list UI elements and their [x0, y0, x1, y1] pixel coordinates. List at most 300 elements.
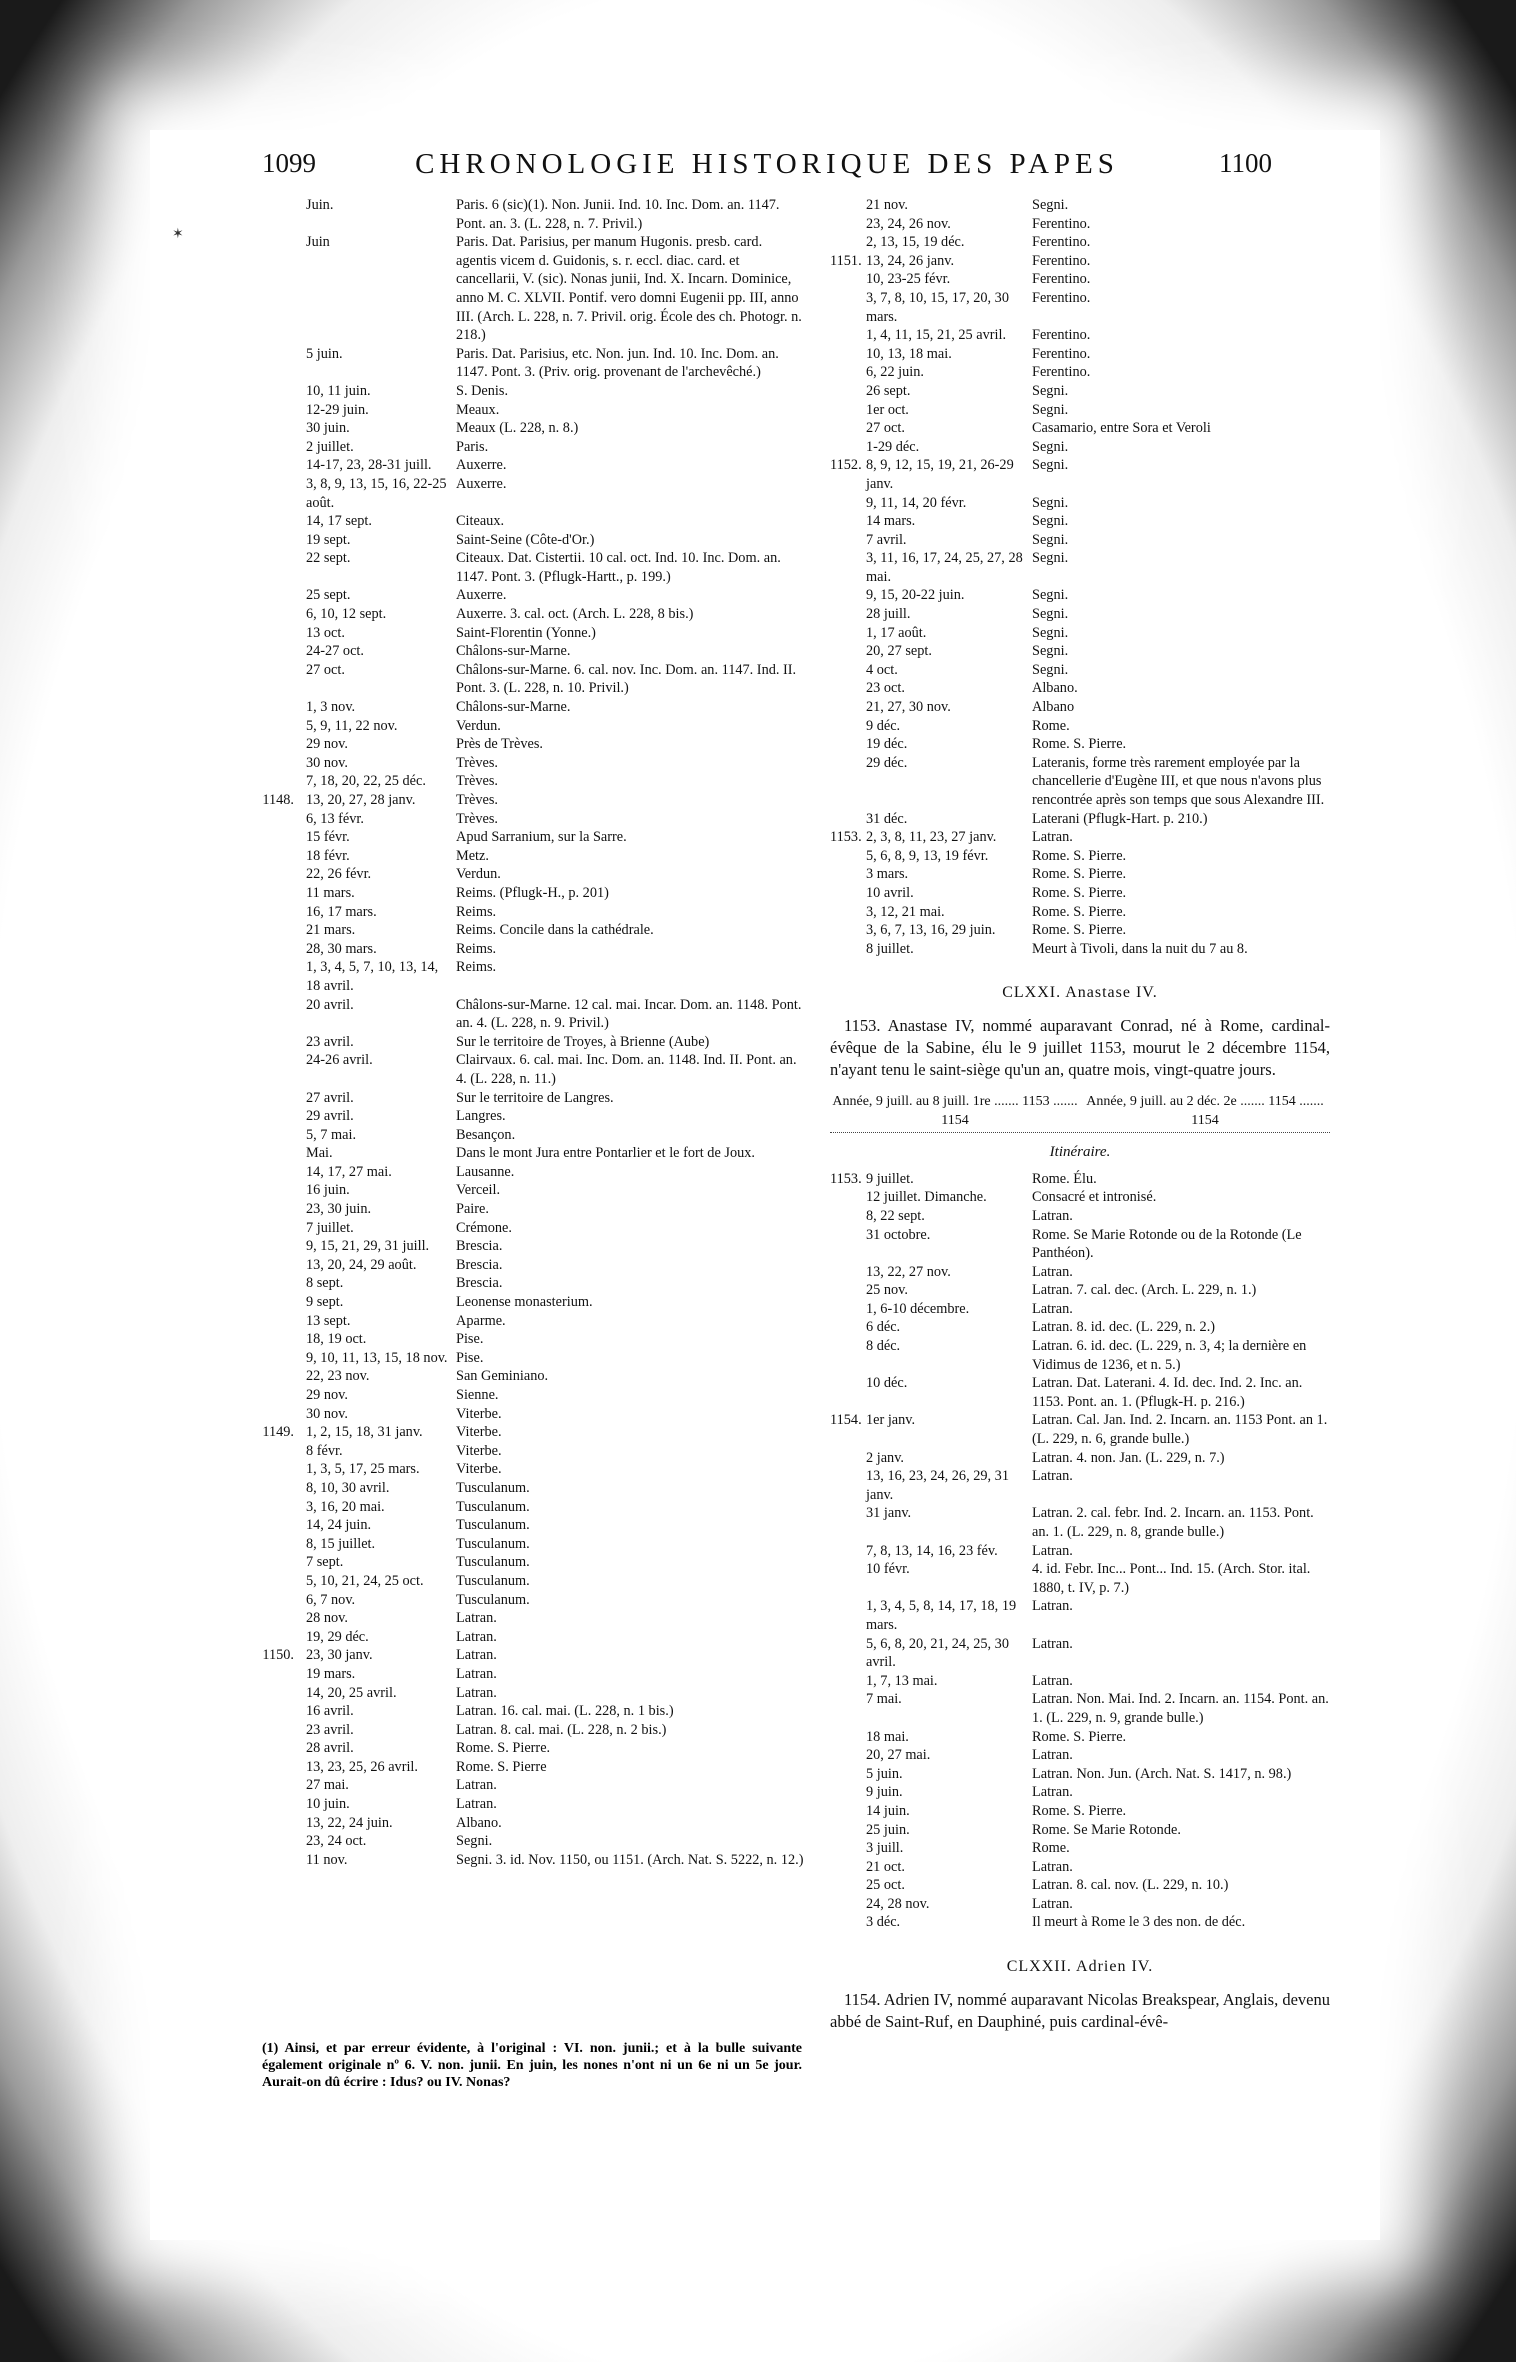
row-place: Meaux (L. 228, n. 8.): [456, 420, 579, 437]
row-place: Tusculanum.: [456, 1572, 530, 1589]
itinerary-row: [830, 549, 1330, 586]
row-date: 8, 15 juillet.: [306, 1535, 376, 1552]
row-date: 3 mars.: [866, 866, 909, 883]
row-date: 23, 30 juin.: [306, 1201, 372, 1218]
row-place: Châlons-sur-Marne.: [456, 699, 571, 716]
itinerary-row: [258, 1423, 806, 1442]
itinerary-row: [258, 996, 806, 1033]
itinerary-row: [830, 401, 1330, 420]
row-place: San Geminiano.: [456, 1368, 549, 1385]
row-date: 3, 7, 8, 10, 15, 17, 20, 30 mars.: [866, 289, 1009, 325]
row-year: 1150.: [262, 1647, 294, 1664]
row-year: [258, 828, 298, 847]
row-date: 24, 28 nov.: [866, 1895, 930, 1912]
row-date: 31 octobre.: [866, 1226, 931, 1243]
itinerary-row: [830, 717, 1330, 736]
row-date: 21 oct.: [866, 1858, 905, 1875]
itinerary-row: [258, 549, 806, 586]
itinerary-row: [830, 642, 1330, 661]
itinerary-row: [258, 196, 806, 233]
row-date: 16 avril.: [306, 1703, 354, 1720]
itinerary-row: [258, 1795, 806, 1814]
row-date: 14 juin.: [866, 1802, 910, 1819]
row-year: [830, 717, 862, 736]
row-place: Albano: [1032, 699, 1075, 716]
row-date: 8 juillet.: [866, 940, 914, 957]
row-year: 1153.: [830, 829, 862, 846]
row-year: 1148.: [262, 792, 294, 808]
row-place: 4. id. Febr. Inc... Pont... Ind. 15. (Arch. Stor. ital. 1880, t. IV, p. 7.): [1032, 1561, 1311, 1596]
itinerary-row: [830, 1263, 1330, 1282]
row-year: [258, 1721, 298, 1740]
row-date: 1-29 déc.: [866, 438, 920, 455]
row-year: [258, 1033, 298, 1052]
year-range-2: Année, 9 juill. au 2 déc. 2e ....... 1154 ....... 1154: [1086, 1093, 1324, 1128]
itinerary-row: [258, 345, 806, 382]
itinerary-row: [830, 1783, 1330, 1802]
row-year: [830, 1858, 862, 1877]
itinerary-row: [258, 1219, 806, 1238]
itinerary-row: [258, 1144, 806, 1163]
row-place: Ferentino.: [1032, 289, 1091, 306]
row-year: [830, 289, 862, 326]
row-date: 6, 10, 12 sept.: [306, 606, 387, 623]
itinerary-row: [830, 1374, 1330, 1411]
row-year: [258, 419, 298, 438]
itinerary-row: [258, 1832, 806, 1851]
itinerary-row: [258, 642, 806, 661]
row-place: Tusculanum.: [456, 1535, 530, 1552]
row-year: [830, 1635, 862, 1672]
row-year: [258, 1591, 298, 1610]
row-place: Rome.: [1032, 717, 1070, 734]
itinerary-row: [830, 233, 1330, 252]
row-place: Citeaux.: [456, 513, 505, 530]
row-place: Segni.: [1032, 643, 1069, 660]
itinerary-row: [258, 1702, 806, 1721]
itinerary-row: [830, 1170, 1330, 1189]
itinerary-row: [258, 1609, 806, 1628]
row-year: [830, 512, 862, 531]
row-place: Metz.: [456, 847, 489, 864]
row-place: Viterbe.: [456, 1424, 502, 1441]
row-date: 16, 17 mars.: [306, 903, 377, 920]
row-place: Latran.: [1032, 1598, 1073, 1615]
row-place: Latran. 8. cal. mai. (L. 228, n. 2 bis.): [456, 1721, 667, 1738]
row-place: Aparme.: [456, 1312, 506, 1329]
itinerary-row: [258, 1721, 806, 1740]
itinerary-row: [258, 1349, 806, 1368]
itinerary-row: [830, 1672, 1330, 1691]
itinerary-row: [258, 1572, 806, 1591]
row-year: [830, 586, 862, 605]
row-year: [258, 1144, 298, 1163]
row-place: Consacré et intronisé.: [1032, 1189, 1157, 1206]
row-date: 29 nov.: [306, 1387, 348, 1403]
row-place: Latran.: [1032, 1635, 1073, 1652]
row-place: Latran.: [1032, 829, 1073, 846]
row-year: [258, 1684, 298, 1703]
row-date: 12 juillet. Dimanche.: [866, 1189, 987, 1206]
row-year: [830, 1263, 862, 1282]
row-year: [258, 1200, 298, 1219]
row-year: [830, 1913, 862, 1932]
row-date: 8, 10, 30 avril.: [306, 1479, 390, 1496]
row-place: Segni.: [1032, 624, 1069, 641]
itinerary-row: [258, 865, 806, 884]
row-date: 8, 9, 12, 15, 19, 21, 26-29 janv.: [866, 457, 1014, 492]
row-date: 2, 3, 8, 11, 23, 27 janv.: [866, 829, 997, 846]
itinerary-row: [258, 1776, 806, 1795]
row-year: [258, 1553, 298, 1572]
itinerary-row: [830, 1876, 1330, 1895]
row-year: [830, 1281, 862, 1300]
row-date: 31 déc.: [866, 810, 908, 827]
row-year: [830, 1783, 862, 1802]
row-year: [258, 196, 298, 233]
row-place: Latran.: [456, 1665, 497, 1682]
adrien-paragraph: 1154. Adrien IV, nommé auparavant Nicolas Breakspear, Anglais, devenu abbé de Saint-Ruf, en Dauphiné, puis cardinal-évê-: [830, 1989, 1330, 2031]
row-place: Lausanne.: [456, 1163, 515, 1180]
row-date: 21 nov.: [866, 197, 908, 213]
itinerary-row: [830, 1821, 1330, 1840]
itinerary-row: [258, 475, 806, 512]
row-year: [258, 1293, 298, 1312]
row-year: [258, 958, 298, 995]
row-place: Casamario, entre Sora et Veroli: [1032, 420, 1211, 437]
row-place: Segni.: [1032, 513, 1069, 530]
itinerary-row: [258, 1442, 806, 1461]
itinerary-row: [830, 1802, 1330, 1821]
row-year: [830, 940, 862, 959]
itinerary-row: [258, 1312, 806, 1331]
row-date: 25 sept.: [306, 587, 351, 604]
row-place: Segni.: [1032, 197, 1069, 213]
row-place: Latran.: [1032, 1300, 1073, 1317]
itinerary-row: [258, 698, 806, 717]
row-year: [830, 754, 862, 810]
row-place: Albano.: [1032, 680, 1078, 697]
row-year: [830, 1318, 862, 1337]
row-date: 24-26 avril.: [306, 1052, 373, 1069]
row-date: 23, 30 janv.: [306, 1647, 373, 1664]
row-date: 23 avril.: [306, 1721, 354, 1738]
row-date: 9 sept.: [306, 1294, 344, 1311]
row-year: [830, 1728, 862, 1747]
row-year: [830, 549, 862, 586]
row-date: 1, 3, 5, 17, 25 mars.: [306, 1461, 420, 1478]
row-place: Brescia.: [456, 1256, 503, 1273]
row-place: Segni.: [1032, 401, 1069, 418]
row-year: [830, 1597, 862, 1634]
itinerary-row: [830, 1746, 1330, 1765]
row-place: Meurt à Tivoli, dans la nuit du 7 au 8.: [1032, 940, 1248, 957]
row-year: [258, 1386, 298, 1405]
row-place: Latran. Non. Mai. Ind. 2. Incarn. an. 1154. Pont. an. 1. (L. 229, n. 9, grande bulle.): [1032, 1691, 1329, 1726]
row-place: Paire.: [456, 1201, 489, 1218]
row-year: [830, 531, 862, 550]
row-date: 27 oct.: [306, 661, 345, 678]
row-place: Trèves.: [456, 792, 498, 808]
row-date: 10, 11 juin.: [306, 382, 371, 399]
itinerary-row: [258, 1591, 806, 1610]
itinerary-row: [258, 438, 806, 457]
row-year: [830, 1207, 862, 1226]
row-place: Latran.: [1032, 1263, 1073, 1280]
itinerary-row: [830, 661, 1330, 680]
row-year: [258, 1126, 298, 1145]
row-year: [258, 1814, 298, 1833]
row-date: 1, 2, 15, 18, 31 janv.: [306, 1424, 423, 1441]
row-year: [830, 1449, 862, 1468]
itinerary-row: [258, 456, 806, 475]
row-year: [830, 810, 862, 829]
itinerary-row: [258, 1739, 806, 1758]
row-date: 10, 13, 18 mai.: [866, 345, 952, 362]
row-year: [830, 1765, 862, 1784]
itinerary-row: [830, 921, 1330, 940]
row-place: Rome. Se Marie Rotonde.: [1032, 1821, 1181, 1838]
itinerary-row: [258, 921, 806, 940]
row-place: Reims. (Pflugk-H., p. 201): [456, 884, 609, 901]
row-date: 8 févr.: [306, 1442, 343, 1459]
itinerary-row: [830, 679, 1330, 698]
row-year: [830, 419, 862, 438]
itinerary-row: [258, 1051, 806, 1088]
row-place: Latran.: [456, 1796, 497, 1813]
row-year: [258, 512, 298, 531]
itinerary-row: [830, 1188, 1330, 1207]
row-year: [258, 1367, 298, 1386]
itinerary-row: [258, 1684, 806, 1703]
row-year: [258, 1181, 298, 1200]
row-date: 13 sept.: [306, 1312, 351, 1329]
row-date: 9, 11, 14, 20 févr.: [866, 494, 967, 511]
row-date: 3 déc.: [866, 1914, 901, 1931]
row-place: Rome. S. Pierre.: [1032, 1728, 1127, 1745]
itinerary-row: [258, 605, 806, 624]
itinerary-row: [258, 903, 806, 922]
row-year: [258, 438, 298, 457]
itinerary-row: [258, 1460, 806, 1479]
row-place: Latran.: [456, 1777, 497, 1794]
row-place: Rome. S. Pierre.: [1032, 1802, 1127, 1819]
itinerary-row: [258, 1367, 806, 1386]
row-place: Paris. Dat. Parisius, etc. Non. jun. Ind. 10. Inc. Dom. an. 1147. Pont. 3. (Priv. orig. provenant de l'archevêché.): [456, 345, 779, 381]
row-date: 29 déc.: [866, 754, 908, 771]
row-date: 5 juin.: [306, 345, 343, 362]
row-date: 13, 24, 26 janv.: [866, 252, 955, 269]
row-place: Segni.: [1032, 531, 1069, 548]
row-date: 23 oct.: [866, 680, 905, 697]
row-place: Latran. 2. cal. febr. Ind. 2. Incarn. an. 1153. Pont. an. 1. (L. 229, n. 8, grande bulle.): [1032, 1505, 1314, 1540]
row-date: 1, 3 nov.: [306, 699, 356, 716]
row-date: 28 nov.: [306, 1610, 348, 1627]
row-place: Trèves.: [456, 754, 498, 771]
row-year: [830, 401, 862, 420]
itinerary-row: [830, 828, 1330, 847]
row-date: 1, 3, 4, 5, 7, 10, 13, 14, 18 avril.: [306, 959, 439, 994]
itinerary-row: [830, 1728, 1330, 1747]
row-place: Reims. Concile dans la cathédrale.: [456, 922, 654, 939]
row-date: 8 déc.: [866, 1338, 901, 1355]
row-place: Latran.: [1032, 1672, 1073, 1689]
itinerary-row: [258, 1851, 806, 1870]
itinerary-row: [830, 1635, 1330, 1672]
row-year: [830, 865, 862, 884]
row-date: 13, 23, 25, 26 avril.: [306, 1758, 418, 1775]
row-year: [258, 1274, 298, 1293]
row-year: [258, 1349, 298, 1368]
row-date: 23, 24 oct.: [306, 1833, 367, 1850]
row-year: [830, 1746, 862, 1765]
row-date: 4 oct.: [866, 661, 898, 678]
row-year: [830, 624, 862, 643]
itinerary-row: [258, 1126, 806, 1145]
itinerary-row: [258, 1107, 806, 1126]
row-date: 28, 30 mars.: [306, 940, 377, 957]
row-year: [830, 661, 862, 680]
row-date: 19 mars.: [306, 1665, 356, 1682]
year-range-1: Année, 9 juill. au 8 juill. 1re ....... 1153 ....... 1154: [832, 1093, 1078, 1128]
row-date: 10 déc.: [866, 1375, 908, 1392]
itinerary-row: [258, 754, 806, 773]
row-year: [830, 698, 862, 717]
row-year: [258, 1572, 298, 1591]
row-year: [830, 1876, 862, 1895]
row-year: [830, 438, 862, 457]
row-year: [258, 401, 298, 420]
row-year: [258, 233, 298, 345]
itinerary-row: [830, 754, 1330, 810]
row-year: [830, 1802, 862, 1821]
row-place: Rome. S. Pierre.: [1032, 922, 1127, 939]
row-date: 9 déc.: [866, 717, 901, 734]
row-date: 1, 4, 11, 15, 21, 25 avril.: [866, 327, 1007, 344]
row-year: 1152.: [830, 457, 862, 474]
row-date: 27 avril.: [306, 1089, 354, 1106]
itinerary-row: [830, 1281, 1330, 1300]
row-place: Châlons-sur-Marne.: [456, 643, 571, 660]
row-year: [258, 921, 298, 940]
itinerary-row: [830, 1467, 1330, 1504]
row-date: 31 janv.: [866, 1505, 912, 1522]
row-year: [830, 1542, 862, 1561]
row-year: [258, 1479, 298, 1498]
row-place: Brescia.: [456, 1238, 503, 1255]
row-place: Saint-Seine (Côte-d'Or.): [456, 531, 595, 548]
row-date: 25 oct.: [866, 1877, 905, 1894]
row-place: Citeaux. Dat. Cistertii. 10 cal. oct. Ind. 10. Inc. Dom. an. 1147. Pont. 3. (Pflugk-Hartt., p. 199.): [456, 550, 781, 585]
itineraire-heading: Itinéraire.: [1049, 1144, 1111, 1161]
row-date: 29 avril.: [306, 1108, 354, 1125]
row-year: [830, 605, 862, 624]
itinerary-row: [258, 1274, 806, 1293]
row-date: 14, 24 juin.: [306, 1517, 372, 1534]
itinerary-row: [830, 252, 1330, 271]
row-place: Sienne.: [456, 1387, 499, 1403]
row-year: [258, 1107, 298, 1126]
row-date: 27 oct.: [866, 420, 905, 437]
row-year: [830, 1821, 862, 1840]
row-place: Clairvaux. 6. cal. mai. Inc. Dom. an. 1148. Ind. II. Pont. an. 4. (L. 228, n. 11.): [456, 1052, 797, 1087]
row-year: [258, 1498, 298, 1517]
itinerary-row: [258, 1256, 806, 1275]
itinerary-row: [258, 1163, 806, 1182]
row-year: [258, 1089, 298, 1108]
row-place: Meaux.: [456, 401, 500, 418]
row-place: Auxerre.: [456, 587, 507, 604]
itinerary-row: [258, 1814, 806, 1833]
row-year: [258, 754, 298, 773]
row-date: 3, 16, 20 mai.: [306, 1498, 385, 1515]
row-year: [830, 903, 862, 922]
row-year: [830, 196, 862, 215]
row-year: [258, 1702, 298, 1721]
row-year: [258, 940, 298, 959]
row-place: Leonense monasterium.: [456, 1294, 593, 1311]
itinerary-row: [830, 289, 1330, 326]
row-date: 19 sept.: [306, 531, 351, 548]
row-place: S. Denis.: [456, 382, 509, 399]
itinerary-row: [258, 1089, 806, 1108]
row-year: [258, 456, 298, 475]
row-place: Trèves.: [456, 773, 498, 790]
row-year: 1151.: [830, 252, 862, 269]
itinerary-row: [830, 382, 1330, 401]
itinerary-row: [830, 1913, 1330, 1932]
row-year: [258, 661, 298, 698]
row-date: 8 sept.: [306, 1275, 344, 1292]
row-place: Segni. 3. id. Nov. 1150, ou 1151. (Arch. Nat. S. 5222, n. 12.): [456, 1851, 804, 1868]
row-date: 21 mars.: [306, 922, 356, 939]
row-place: Segni.: [1032, 587, 1069, 604]
row-date: 2 janv.: [866, 1449, 904, 1466]
row-place: Latran. Non. Jun. (Arch. Nat. S. 1417, n. 98.): [1032, 1765, 1292, 1782]
row-year: [830, 1300, 862, 1319]
row-place: Latran.: [456, 1647, 497, 1664]
row-place: Crémone.: [456, 1219, 512, 1236]
row-date: 19, 29 déc.: [306, 1628, 369, 1645]
row-place: Latran.: [1032, 1747, 1073, 1764]
row-year: 1154.: [830, 1412, 862, 1429]
row-year: [830, 363, 862, 382]
row-place: Segni.: [1032, 438, 1069, 455]
row-place: Reims.: [456, 903, 497, 920]
row-place: Rome. S. Pierre.: [1032, 866, 1127, 883]
itinerary-anastase: [830, 1170, 1330, 1932]
row-date: 5, 9, 11, 22 nov.: [306, 717, 398, 734]
row-place: Châlons-sur-Marne. 12 cal. mai. Incar. Dom. an. 1148. Pont. an. 4. (L. 228, n. 9. Privil.): [456, 996, 802, 1032]
row-date: 10 févr.: [866, 1561, 910, 1578]
row-place: Tusculanum.: [456, 1517, 530, 1534]
row-year: [258, 1795, 298, 1814]
row-year: [830, 921, 862, 940]
row-date: 23 avril.: [306, 1033, 354, 1050]
itinerary-row: [830, 605, 1330, 624]
row-place: Viterbe.: [456, 1461, 502, 1478]
row-year: [258, 586, 298, 605]
row-place: Il meurt à Rome le 3 des non. de déc.: [1032, 1914, 1246, 1931]
row-place: Paris. 6 (sic)(1). Non. Junii. Ind. 10. Inc. Dom. an. 1147. Pont. an. 3. (L. 228, n. 7. Privil.): [456, 197, 780, 232]
row-date: 9, 15, 21, 29, 31 juill.: [306, 1238, 430, 1255]
row-date: 10 juin.: [306, 1796, 350, 1813]
row-place: Ferentino.: [1032, 345, 1091, 362]
row-date: 18, 19 oct.: [306, 1331, 367, 1348]
row-place: Reims.: [456, 940, 497, 957]
row-place: Rome. S. Pierre.: [456, 1740, 551, 1757]
row-date: 30 nov.: [306, 754, 348, 771]
